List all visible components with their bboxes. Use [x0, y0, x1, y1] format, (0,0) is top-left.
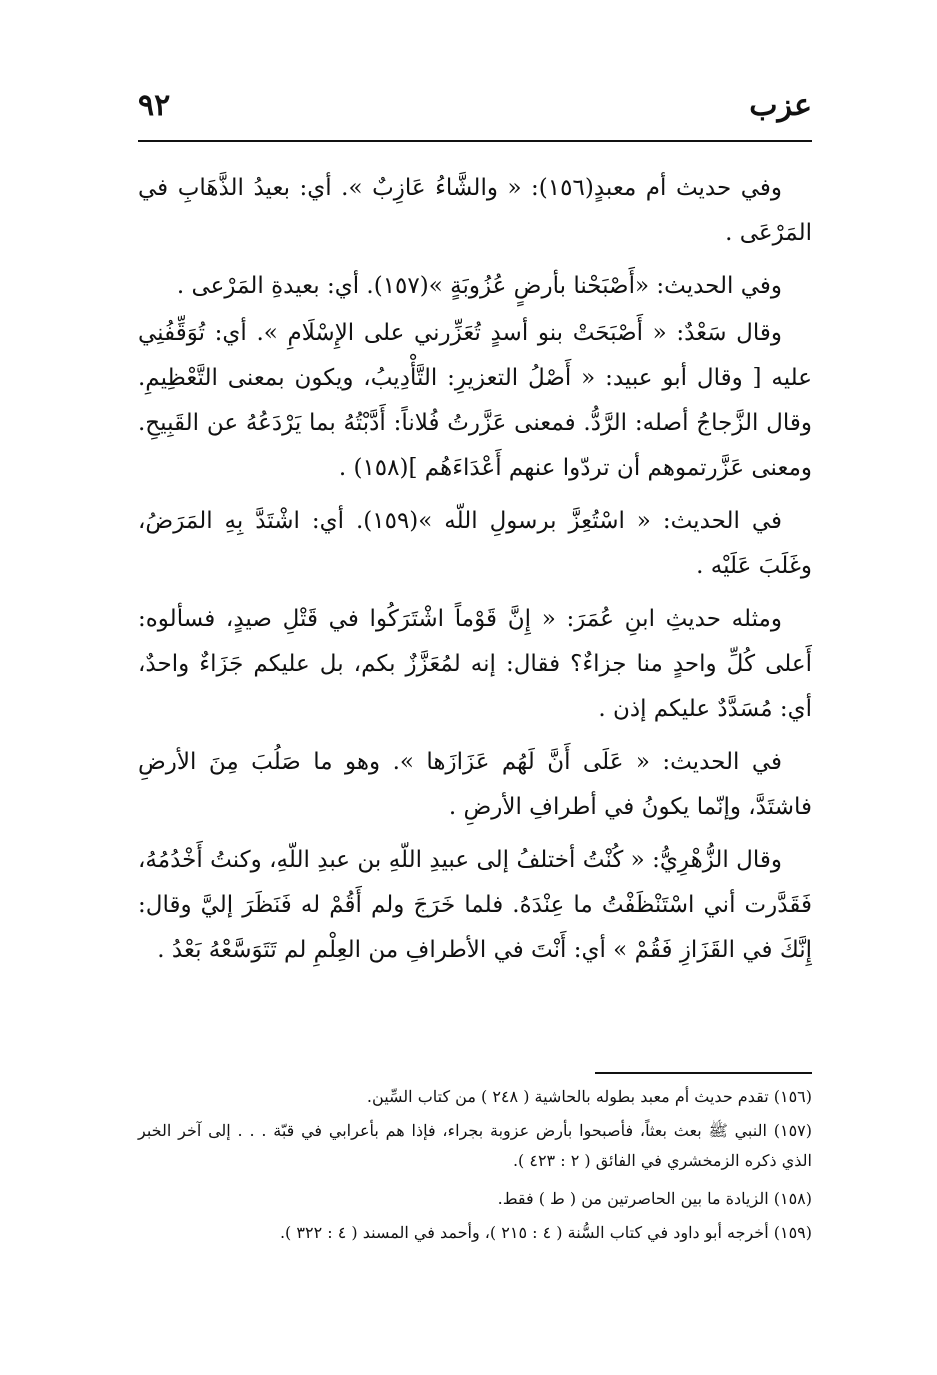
- page-number: ٩٢: [138, 88, 171, 123]
- footnotes: [138, 1082, 812, 1252]
- page-header: [138, 88, 812, 138]
- paragraph-zuhri: وقال الزُّهْرِيُّ: « كُنْتُ أختلفُ إلى عبيدِ اللّهِ بن عبدِ اللّهِ، وكنتُ أَخْدُمُهُ، فَقَدَّرت أني اسْتَنْظَفْتُ ما عِنْدَهُ. فلما خَرَجَ ولم أَقُمْ له فَنَظَرَ إليَّ وقال: إِنَّكَ في القَزَازِ فَقُمْ » أي: أَنْتَ في الأطرافِ من العِلْمِ لم تَتَوَسَّعْهُ بَعْدُ .: [138, 847, 812, 963]
- running-title: عزب: [749, 88, 812, 123]
- paragraph-ibn-umar: ومثله حديثِ ابنِ عُمَرَ: « إِنَّ قَوْماً اشْتَرَكُوا في قَتْلِ صيدٍ، فسألوه: أَعلى كُلِّ واحدٍ منا جزاءٌ؟ فقال: إنه لمُعَزَّزٌ بكم، بل عليكم جَزَاءٌ واحدٌ، أي: مُسَدَّدٌ عليكم إذن .: [138, 606, 812, 722]
- header-divider: [138, 140, 812, 142]
- footnote-156: (١٥٦) تقدم حديث أم معبد بطوله بالحاشية ( ٢٤٨ ) من كتاب السِّين.: [366, 1087, 812, 1106]
- footnote-158: (١٥٨) الزيادة ما بين الحاصرتين من ( ط ) فقط.: [497, 1189, 812, 1208]
- paragraph-istuizza: في الحديث: « اسْتُعِزَّ برسولِ اللّه »(١٥٩). أي: اشْتَدَّ بِهِ المَرَضُ، وغَلَبَ عَلَيْه .: [138, 508, 812, 579]
- paragraph-azuba: وفي الحديث: «أَصْبَحْنا بأرضٍ عُزُوبَةٍ »(١٥٧). أي: بعيدةِ المَرْعى .: [176, 273, 782, 299]
- paragraph-azaz: في الحديث: « عَلَى أَنَّ لَهُم عَزَازَها ». وهو ما صَلُبَ مِنَ الأرضِ فاشتَدَّ، وإنّما يكونُ في أطرافِ الأرضِ .: [138, 749, 812, 820]
- footnote-157: (١٥٧) النبي ﷺ بعث بعثاً، فأصبحوا بأرض عزوبة بجراء، فإذا هم بأعرابي في قبّة . . . إلى آخر الخبر الذي ذكره الزمخشري في الفائق ( ٢ : ٤٢٣ ).: [138, 1121, 812, 1170]
- main-text: [138, 166, 812, 981]
- footnote-divider: [595, 1072, 812, 1074]
- paragraph-umm-mabad: وفي حديث أم معبدٍ(١٥٦): « والشَّاءُ عَازِبٌ ». أي: بعيدُ الذَّهَابِ في المَرْعَى .: [138, 175, 812, 246]
- footnote-159: (١٥٩) أخرجه أبو داود في كتاب السُّنة ( ٤ : ٢١٥ )، وأحمد في المسند ( ٤ : ٣٢٢ ).: [279, 1223, 812, 1242]
- paragraph-saad: وقال سَعْدٌ: « أَصْبَحَتْ بنو أسدٍ تُعَزِّرني على الإِسْلَامِ ». أي: تُوَقِّفُنِي عليه [ وقال أبو عبيد: « أَصْلُ التعزيرِ: التَّأْدِيبُ، ويكون بمعنى التَّعْظِيمِ. وقال الزَّجاجُ أصله: الرَّدُّ. فمعنى عَزَّرتُ فُلاناً: أَدَّبْتُهُ بما يَرْدَعُهُ عن القَبِيحِ. ومعنى عَزَّرتموهم أن تردّوا عنهم أَعْدَاءَهُم ](١٥٨) .: [138, 320, 812, 481]
